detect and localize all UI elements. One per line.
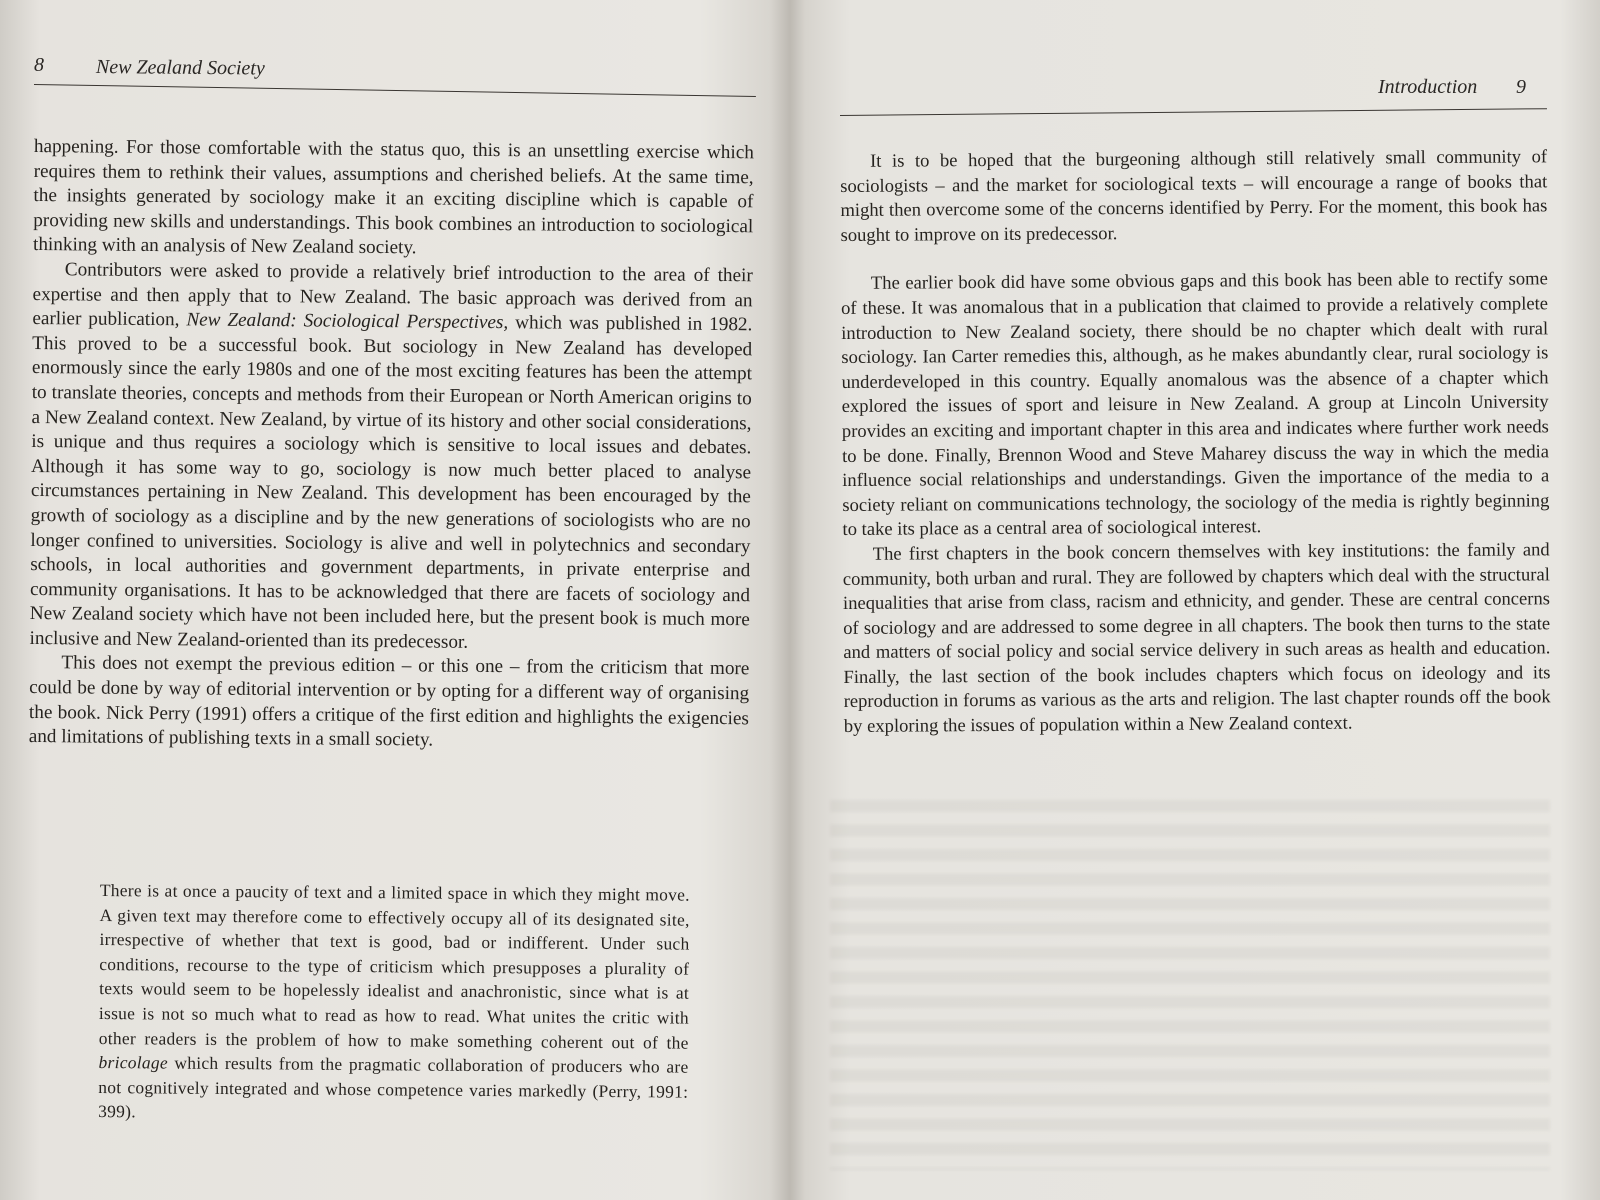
paragraph: The earlier book did have some obvious gaps and this book has been able to rectify some of these. It was anomalous that in a publication that claimed to provide a relatively complete introduction to New Zealand society, there should be no chapter which dealt with rural sociology. Ian Carter remedies this, although, as he makes abundantly clear, rural sociology is underdeveloped in this country. Equally anomalous was the absence of a chapter which explored the issues of sport and leisure in New Zealand. A group at Lincoln University provides an exciting and important chapter in this area and indicates where further work needs to be done. Finally, Brennon Wood and Steve Maharey discuss the way in which the media influence social relationships and understandings. Given the importance of the media to a society reliant on communications technology, the sociology of the media is rightly beginning to take its place as a central area of sociological interest. bbox=[840, 268, 1550, 541]
left-page bbox=[0, 0, 790, 1200]
left-page-number: 8 bbox=[34, 54, 44, 76]
right-page-number: 9 bbox=[1516, 76, 1526, 98]
quote-italic-word: bricolage bbox=[98, 1052, 168, 1073]
left-header-rule bbox=[34, 84, 756, 97]
book-title: New Zealand: Sociological Perspectives, bbox=[186, 309, 509, 334]
paragraph-text: which was published in 1982. This proved to be a successful book. But sociology in New Zealand has developed enormously since the early 1980s and one of the most exciting features has been the attempt to translate theories, concepts and methods from their European or North American origins to a New Zealand context. New Zealand, by virtue of its history and other social considerations, is unique and thus requires a sociology which is sensitive to local issues and debates. Although it has some way to go, sociology is now much better placed to analyse circumstances pertaining in New Zealand. This development has been encouraged by the growth of sociology as a discipline and by the new generations of sociologists who are no longer confined to universities. Sociology is alive and well in polytechnics and secondary schools, in local authorities and government departments, in private enterprise and community organisations. It has to be acknowledged that there are facets of sociology and New Zealand society which have not been included here, but the present book is much more inclusive and New Zealand-oriented than its predecessor. bbox=[29, 312, 753, 653]
left-running-head: New Zealand Society bbox=[95, 56, 265, 80]
paragraph: It is to be hoped that the burgeoning although still relatively small community of sociologists – and the market for sociological texts – will encourage a range of books that might then overcome some of the concerns identified by Perry. For the moment, this book has sought to improve on its predecessor. bbox=[840, 146, 1548, 246]
right-body-text bbox=[840, 145, 1551, 739]
left-body-text bbox=[29, 135, 754, 756]
show-through-text bbox=[830, 800, 1550, 1170]
paragraph: This does not exempt the previous edition – or this one – from the criticism that more could be done by way of editorial intervention or by opting for a different way of organising the book. Nick Perry (1991) offers a critique of the first edition and highlights the exigencies and limitations of publishing texts in a small society. bbox=[28, 652, 750, 751]
quote-text-part: There is at once a paucity of text and a limited space in which they might move. A given text may therefore come to effectively occupy all of its designated site, irrespective of whether that text is good, bad or indifferent. Under such conditions, recourse to the type of criticism which presupposes a plurality of texts would seem to be hopelessly idealist and anachronistic, since what is at issue is not so much what to read as how to read. What unites the critic with other readers is the problem of how to make something coherent out of the bbox=[98, 879, 690, 1053]
right-running-head: Introduction bbox=[1378, 76, 1478, 98]
paragraph: The first chapters in the book concern themselves with key institutions: the family and community, both urban and rural. They are followed by chapters which deal with the structural inequalities that arise from class, racism and ethnicity, and gender. These are central concerns of sociology and are addressed to some degree in all chapters. The book then turns to the state and matters of social policy and social service delivery in such areas as health and education. Finally, the last section of the book includes chapters which focus on ideology and its reproduction in forums as various as the arts and religion. The last chapter rounds off the book by exploring the issues of population within a New Zealand context. bbox=[842, 539, 1551, 738]
paragraph bbox=[29, 258, 752, 658]
quote-text-part: which results from the pragmatic collaboration of producers who are not cognitively integrated and whose competence varies markedly (Perry, 1991: 399). bbox=[98, 1052, 689, 1122]
block-quote bbox=[98, 878, 690, 1129]
right-header-rule bbox=[840, 108, 1547, 116]
quote-text bbox=[98, 878, 690, 1129]
paragraph: happening. For those comfortable with the status quo, this is an unsettling exercise which requires them to rethink their values, assumptions and cherished beliefs. At the same time, the insights generated by sociology make it an exciting discipline which is capable of providing new skills and understandings. This book combines an introduction to sociological thinking with an analysis of New Zealand society. bbox=[32, 135, 754, 259]
paragraph-text: Contributors were asked to provide a relatively brief introduction to the area of their expertise and then apply that to New Zealand. The basic approach was derived from an earlier publication, bbox=[32, 259, 753, 331]
